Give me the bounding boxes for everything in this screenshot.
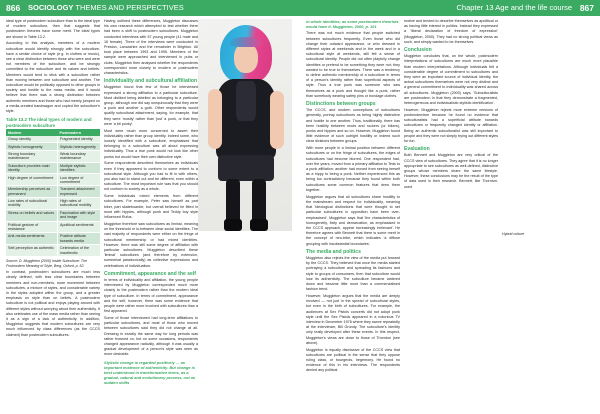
left-column-1 [6,19,100,339]
left-column-2 [104,19,198,388]
table-cell-postmodern: Positive attitude towards media [58,233,101,245]
table-cell-modern: Strong boundary maintenance [6,150,58,162]
paragraph: Muggleton also rejects the view of the media put forward by the CCCS. They believed that once the media started portraying a subculture and spreading its fashions and style to groups of consumers, then that subculture would lose its authenticity. The subculture became watered down and became little more than a commercialised fashion trend. [306,255,400,292]
table-row [6,245,100,257]
table-row [6,186,100,198]
table-cell-modern: High degree of commitment [6,174,58,186]
face-shape [234,43,258,73]
table-cell-modern: Stress on beliefs and values [6,209,58,221]
paragraph: Muggleton is equally dismissive of the CCCS view that subcultures are political in the sense that they oppose ruling class, or bourgeois, hegemony. He found no evidence of this in his interviews. The respondents denied any political [306,347,400,373]
table-cell-modern: Membership perceived as permanent [6,186,58,198]
table-row [6,233,100,245]
paragraph: Some of those interviewed had long-term affiliations to particular subcultures, and most of those who moved between subcultures said they did not change at all. Dressing in exactly the same way for long periods was rather frowned on, but on some occasions, respondents changed appearance radically, although it was usually a gradual development of a person's style was seen as more desirable. [104,315,198,357]
table-row [6,150,100,162]
arm-shape [208,89,222,149]
paragraph: According to this analysis, members of a modern subculture would identify strongly with the subculture, have a similar choice of style (e.g. in clothes or music), see a clear distinction between those who were and were not members of the subculture, and be strongly committed to the subculture and its values and beliefs. Members would tend to stick with a subculture rather than moving between one subculture and another. The subculture would be politically opposed to other groups in society and hostile to the mass media, and it would believe that there was a strong distinction between authentic members and those who had merely jumped on a media-created bandwagon and copied the subculture's style. [6,41,100,114]
paragraph: Some respondents described themselves as individuals even if they appeared to conform to some extent to a subcultural style. Although you had to fit in with others, you also had to stand out and be different, even within a subculture. The most important rule was that you should not conform to society as a whole. [104,161,198,192]
right-running-header [300,0,600,16]
pull-quote: Stylistic change is regarded positively — as important evidence of authenticity. But change is best understood in transformative terms, as a gradual, natural and evolutionary process, not as sudden shifts [104,359,196,386]
paragraph: In terms of individuality and affiliation, the young people interviewed by Muggleton corresponded much more closely to the postmodern rather than the modern ideal type of subculture. In terms of commitment, appearance and the self, however, there was some evidence that people were rather more involved with subcultures than a first appeared. [104,277,198,314]
right-column-1 [306,19,400,375]
paragraph: In contrast, postmodern subcultures are much less clearly defined, with less clear boundaries between members and non-members, more movement between subcultures, a mixture of styles, and considerable variety in the styles adopted within the group, and a greater emphasis on style than on beliefs. A postmodern subculture is not political and enjoys playing around with different styles without worrying about their authenticity. It also celebrates use of the mass media rather than seeing it as a sign of a lack of authenticity. In addition, Muggleton suggests that modern subcultures are very much influenced by class differences (as the CCCS claimed) than postmodern subcultures. [6,270,100,337]
table-row [6,174,100,186]
left-running-head [28,2,184,14]
table-cell-modern: Low rates of subcultural mobility [6,198,58,210]
paragraph: Some individuals mixed elements from different subcultures. For example, Peter saw himself as part biker, part skateboarder, but overall believed he fitted in most with hippies, although punk and Teddy boy style influenced Rufus. [104,194,198,220]
table-row [6,136,100,143]
paragraph: Both Bennett and Muggleton are very critical of the CCCS view of subcultures. They agree that it is no longer appropriate to see subcultures as well-defined, distinctive groups whose members share the same lifestyle. However, these conclusions may be the result of the type of data used in their research. Bennett, like Thornton, used [404,153,498,189]
table-cell-postmodern: Transient attachment expressed [58,186,101,198]
table-cell-modern: Political gesture of resistance [6,221,58,233]
section-heading: Distinctions between groups [306,101,376,108]
table-cell-postmodern: Stylistic heterogeneity [58,143,101,150]
paragraph: motive and tended to describe themselves as apolitical or as having little interest in politics. Instead they expressed a 'liberal declaration of freedom of expression' (Muggleton, 2000). They had no strong political views as such, and simply wanted to be themselves. [404,19,498,44]
right-page-number: 867 [579,3,594,13]
table-row [6,209,100,221]
table-cell-postmodern: Fascination with style and image [58,209,101,221]
table-source: Source: D. Muggleton (2000) Inside Subculture: The Postmodern Meaning of Style, Berg, Oxford, p. 52. [6,258,87,268]
section-heading: Individuality and subcultural affiliation [104,78,198,85]
table-cell-postmodern: Low degree of commitment [58,174,101,186]
photo-caption: Hybrid culture [502,232,525,236]
paragraph: Muggleton argues that all subcultures share hostility to the mainstream and respect for individuality, meaning that 'ideological distinctions that were thought to set particular subcultures in opposition have been over-emphasised'. Muggleton says that 'the characteristics of homogeneity, fixity and demarcation, as emphasised in the CCCS approach, appear increasingly irrelevant'. He therefore agrees with Bennett that there is some merit in the concept of neo-tribe, which indicates 'a diffuse grouping with insubstantial boundaries'. [306,194,400,246]
table-cell-modern: Subculture provides main identity [6,162,58,174]
boot-shape [224,219,242,231]
paragraph: Muggleton therefore saw subcultures as liminal, meaning on the threshold or in-between clear social identities. The vast majority of respondents were either on the fringe of subcultural membership or had mixed identities. However, there was still some degree of affiliation with particular subcultures. Muggleton described these 'liminal' subcultures (and therefore by extension, somewhat paradoxically) as collective expressions and celebrations of individualism. [104,221,198,268]
paragraph: Having outlined these differences, Muggleton discusses his own research which attempted to test whether there had been a shift to postmodern subcultures. Muggleton conducted interviews with 57 young people (41 male and 16 female). Three of the interviews were conducted in Preston, Lancashire and the remainder in Brighton. All took place between 1993 and 1995. Members of the sample were approached and interviewed in pubs or clubs. Muggleton then analysed whether the respondents corresponded more closely to modern or postmodern characteristics. [104,19,198,76]
left-running-header [0,0,300,16]
table-cell-postmodern: Apolitical sentiments [58,221,101,233]
arm-shape [270,91,284,149]
left-page-number: 866 [6,3,21,13]
paragraph: Most were much more concerned to assert their individuality rather than group identity. Indeed some, who loosely identified with a subculture, emphasised that belonging to a subculture was all about expressing individuality. Thus a true punk would not look like other punks but would have their own distinctive style. [104,128,198,159]
table-cell-postmodern: Multiple stylistic identities [58,162,101,174]
table-row [6,221,100,233]
table-cell-modern: Anti-media sentiments [6,233,58,245]
running-head-bold: SOCIOLOGY [28,3,74,12]
table-cell-postmodern: Weak boundary maintenance [58,150,101,162]
table-title: Table 13.2 The ideal types of modern and postmodern subculture [6,117,92,128]
paragraph: Muggleton concludes that, on the whole, postmodern interpretations of subcultures are much more plausible than modern interpretations. Although individuals felt a considerable degree of commitment to subcultures and they were an important source of individual identity, the actual subcultures themselves were not very distinct and a general commitment to individuality was shared across all subcultures. Muggleton (2000) says, 'Subculturalists are postmodern in that they demonstrate a fragmented, heterogeneous and individualistic stylistic identification'. [404,54,498,106]
bangs-shape [230,37,262,47]
table-cell-modern: Group identity [6,136,58,143]
paragraph: Muggleton found that few of those he interviewed expressed a strong affiliation to a particular subculture. Most disliked being labelled as belonging to a particular group, although one did say unequivocally that they were a punk and another a goth. Other respondents would qualify subcultural attachment, saying, for example, that they were 'mostly' rather than 'just' a punk, or that they were 'a bit punky'. [104,85,198,126]
table-row [6,162,100,174]
table-row [6,143,100,150]
shirt-detail [236,81,256,121]
paragraph: However, Muggleton rejects more extreme versions of postmodernism because he found no evidence that subculturalists had a superficial attitude towards subcultures or frequently changed identity or affiliation. Being an authentic subculturalist was still important to people and they were not simply trying out different styles for fun. [404,107,498,144]
paragraph: However, Muggleton argues that the media are deeply involved — not just in the spread of subcultural styles, but even in the birth of subcultures. For example, the audiences at Sex Pistols concerts did not adopt punk style until the Sex Pistols appeared in a notorious TV interview in December 1976 where they swore repeatedly at the interviewer, Bill Grundy. The subculture's identity only really developed after these events. In this respect, Muggleton's views are close to those of Thornton (see above). [306,293,400,345]
hybrid-culture-photo [198,19,292,231]
paragraph: With more people in a liminal position between different subcultures or on the fringe of subcultures, the edges of subcultures had become blurred. One respondent had, over the years, moved from a primary affiliation to Teds to a punk affiliation; another had moved from seeing herself as a hippy to being a punk. Neither experienced this as being too contradictory because they found within both subcultures some common features that drew them together. [306,146,400,192]
section-heading: The media and politics [306,248,361,255]
table-body [6,136,100,257]
table-header-modern: Modern [6,129,58,135]
paragraph: ideal type of postmodern subculture than to the ideal type of modern subculture, then that suggests that postmodern theories have some merit. The ideal types are shown in Table 13.2. [6,19,100,39]
subculture-table [6,129,100,256]
running-head-text: THEMES AND PERSPECTIVES [75,3,184,12]
table-cell-modern: Stylistic homogeneity [6,143,58,150]
right-page [300,0,600,414]
table-cell-postmodern: Fragmented identity [58,136,101,143]
table-cell-postmodern: High rates of subcultural mobility [58,198,101,210]
section-heading: Commitment, appearance and the self [104,270,196,277]
pull-quote-continued: in whole identities, as some postmodern theorists would have it. Muggleton, 2000, p. 101 [306,19,399,30]
table-cell-modern: Self-perception as authentic [6,245,58,257]
skirt-shape [218,155,274,181]
section-heading: Conclusion [404,47,432,54]
table-header-postmodern: Postmodern [58,129,101,135]
boot-shape [250,219,268,231]
right-running-head: Chapter 13 Age and the life course [456,3,572,12]
table-row [6,198,100,210]
table-cell-postmodern: Celebration of the inauthentic [58,245,101,257]
paragraph: The CCCS, and modern conceptions of subcultures generally, portray subcultures as being highly distinctive and hostile to one another. Thus, traditionally, there has been hostility between mods and rockers (or bikers), punks and hippies and so on. However, Muggleton found little evidence of such outright hostility or indeed such clear divisions between groups. [306,108,400,144]
paragraph: There was not much evidence that people switched between subcultures frequently. Even those who did change their outward appearance, or who dressed in different styles at weekends and in the week and in a subcultural style at weekends, still felt a sense of subcultural identity. People did not often playfully change identities or pretend to be something they were not; they wanted to be true to themselves. There was a tendency to define authentic membership of a subculture in terms of a person's identity rather than superficial aspects of style. Thus a true punk was someone who saw themselves as a punk and thought like a punk, rather than somebody wearing safety pins or bondage clothes. [306,31,400,98]
section-heading: Evaluation [404,146,430,153]
right-column-2 [404,19,498,191]
